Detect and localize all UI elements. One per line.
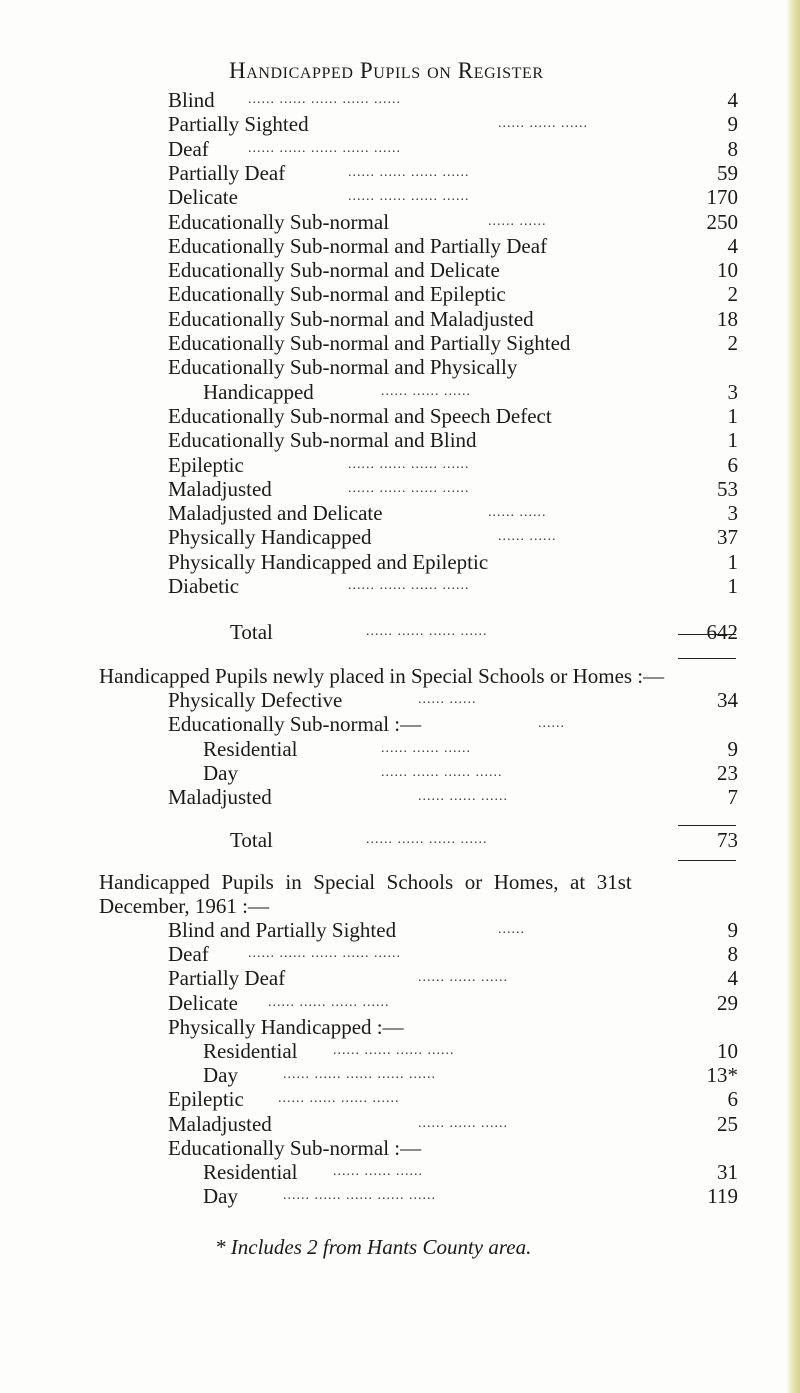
register-total-value: 642	[706, 620, 738, 644]
register-row-dots: ...... ...... ...... ......	[348, 164, 470, 180]
schools-row-label: Day	[203, 1184, 238, 1209]
register-row	[168, 88, 740, 112]
register-row-dots: ...... ......	[488, 505, 547, 521]
register-row-value: 170	[706, 185, 738, 210]
register-row	[168, 453, 740, 477]
register-row	[168, 331, 740, 355]
schools-row	[168, 1136, 740, 1160]
register-row-value: 53	[717, 476, 738, 501]
newly-total-rule-bottom	[678, 860, 736, 861]
register-row	[168, 525, 740, 549]
newly-row	[203, 761, 740, 785]
schools-row	[168, 1015, 740, 1039]
newly-total-rule-top	[678, 825, 736, 826]
schools-row-value: 9	[727, 918, 738, 942]
schools-row-label: Day	[203, 1063, 238, 1088]
newly-row-dots: ...... ...... ......	[418, 789, 508, 805]
register-row-dots: ...... ......	[488, 213, 547, 229]
register-row-value: 1	[727, 574, 738, 598]
register-row-dots: ...... ...... ...... ......	[348, 480, 470, 496]
newly-total-value: 73	[717, 828, 738, 852]
register-row	[168, 404, 740, 428]
register-row-label: Educationally Sub-normal and Epileptic	[168, 282, 506, 307]
register-row-label: Partially Deaf	[168, 160, 286, 185]
register-row-label: Educationally Sub-normal and Partially Sighted	[168, 331, 571, 355]
schools-row	[168, 991, 740, 1015]
register-row-dots: ...... ...... ......	[498, 116, 588, 132]
newly-row-label: Maladjusted	[168, 785, 272, 810]
schools-row-label: Residential	[203, 1160, 298, 1184]
register-row-label: Physically Handicapped	[168, 525, 372, 550]
page-title: Handicapped Pupils on Register	[229, 58, 544, 83]
register-row-value: 4	[727, 233, 738, 258]
register-row-value: 2	[727, 331, 738, 355]
register-row-value: 3	[727, 501, 738, 526]
schools-row-label: Blind and Partially Sighted	[168, 918, 397, 942]
register-row	[168, 501, 740, 525]
register-row	[168, 137, 740, 161]
schools-row-value: 31	[717, 1160, 738, 1184]
register-row-dots: ...... ...... ......	[381, 383, 471, 399]
schools-row-value: 119	[707, 1184, 738, 1209]
register-row	[168, 185, 740, 209]
schools-row-label: Residential	[203, 1039, 298, 1063]
total-rule-bottom	[678, 658, 736, 659]
schools-row-label: Educationally Sub-normal :—	[168, 1135, 422, 1160]
register-row-dots: ...... ...... ...... ......	[348, 578, 470, 593]
schools-row-dots: ...... ...... ...... ......	[268, 994, 390, 1010]
register-total-row	[168, 620, 738, 644]
register-row-label: Educationally Sub-normal	[168, 209, 390, 234]
newly-row	[203, 737, 740, 761]
newly-row-dots: ......	[538, 716, 565, 732]
register-row	[168, 282, 740, 306]
register-row-label: Deaf	[168, 136, 209, 161]
register-row	[168, 477, 740, 501]
schools-row	[203, 1063, 740, 1087]
newly-total-row	[168, 828, 738, 852]
register-row-label: Educationally Sub-normal and Partially Deaf	[168, 233, 548, 258]
schools-row	[203, 1184, 740, 1208]
schools-row-label: Maladjusted	[168, 1111, 272, 1136]
newly-row	[168, 785, 740, 809]
register-row-value: 59	[717, 160, 738, 185]
register-row-value: 10	[717, 258, 738, 283]
register-row-label: Educationally Sub-normal and Physically	[168, 355, 518, 380]
register-row-label: Partially Sighted	[168, 112, 309, 137]
newly-row-dots: ...... ...... ...... ......	[381, 764, 503, 780]
register-row-dots: ...... ...... ...... ...... ......	[248, 140, 401, 156]
register-row-value: 1	[727, 549, 738, 574]
schools-row-dots: ...... ...... ...... ......	[333, 1043, 455, 1058]
page-edge-shadow	[786, 0, 800, 1393]
register-row-label: Maladjusted	[168, 476, 272, 501]
in-schools-heading-line2: December, 1961 :—	[99, 894, 270, 918]
newly-row-label: Physically Defective	[168, 688, 343, 712]
register-row-value: 8	[727, 136, 738, 161]
register-row-label: Maladjusted and Delicate	[168, 501, 383, 526]
newly-placed-heading: Handicapped Pupils newly placed in Special Schools or Homes :—	[99, 664, 665, 688]
register-row	[203, 380, 740, 404]
register-row-label: Diabetic	[168, 574, 240, 598]
register-row-label: Educationally Sub-normal and Delicate	[168, 258, 500, 283]
schools-row-value: 10	[717, 1039, 738, 1063]
register-row-value: 2	[727, 282, 738, 307]
register-row	[168, 234, 740, 258]
newly-row-dots: ...... ......	[418, 692, 477, 707]
register-row-label: Physically Handicapped and Epileptic	[168, 549, 489, 574]
register-row-value: 37	[717, 525, 738, 550]
schools-row-dots: ...... ...... ......	[418, 1115, 508, 1131]
schools-row	[168, 918, 740, 942]
newly-row	[168, 712, 740, 736]
newly-row-value: 7	[727, 785, 738, 810]
register-row	[168, 258, 740, 282]
register-total-label: Total	[230, 620, 273, 644]
schools-row-label: Deaf	[168, 942, 209, 967]
newly-row-value: 23	[717, 760, 738, 785]
schools-row	[168, 1087, 740, 1111]
schools-row-value: 8	[727, 942, 738, 967]
newly-row-label: Residential	[203, 736, 298, 761]
register-row	[168, 355, 740, 379]
register-row	[168, 210, 740, 234]
register-total-dots: ...... ...... ...... ......	[366, 624, 488, 639]
schools-row-dots: ...... ...... ......	[418, 970, 508, 986]
register-row	[168, 428, 740, 452]
register-row-label: Delicate	[168, 185, 238, 210]
newly-row	[168, 688, 740, 712]
schools-row-value: 29	[717, 990, 738, 1015]
register-row-value: 3	[727, 379, 738, 404]
schools-row-value: 13*	[706, 1063, 738, 1088]
register-row-label: Educationally Sub-normal and Blind	[168, 428, 477, 453]
register-row-dots: ...... ...... ...... ......	[348, 456, 470, 472]
register-row-value: 6	[727, 452, 738, 477]
register-row-label: Epileptic	[168, 452, 244, 477]
newly-total-label: Total	[230, 828, 273, 852]
register-row-dots: ...... ......	[498, 529, 557, 545]
schools-row-label: Epileptic	[168, 1087, 244, 1112]
register-row	[168, 307, 740, 331]
register-row-dots: ...... ...... ...... ...... ......	[248, 92, 401, 107]
schools-row-dots: ...... ...... ...... ...... ......	[248, 946, 401, 962]
newly-row-dots: ...... ...... ......	[381, 740, 471, 756]
register-row-value: 1	[727, 428, 738, 453]
schools-row	[203, 1039, 740, 1063]
schools-row-label: Partially Deaf	[168, 966, 286, 991]
register-row	[168, 574, 740, 598]
schools-row-dots: ...... ...... ...... ...... ......	[283, 1067, 436, 1083]
schools-row-dots: ...... ...... ...... ......	[278, 1091, 400, 1107]
newly-row-value: 9	[727, 736, 738, 761]
newly-row-value: 34	[717, 688, 738, 712]
register-row	[168, 112, 740, 136]
newly-total-dots: ...... ...... ...... ......	[366, 832, 488, 847]
register-row-dots: ...... ...... ...... ......	[348, 189, 470, 205]
register-row-value: 1	[727, 403, 738, 428]
schools-row-value: 4	[727, 966, 738, 991]
newly-row-label: Educationally Sub-normal :—	[168, 712, 422, 737]
schools-row	[168, 942, 740, 966]
schools-row	[168, 966, 740, 990]
register-row-label: Educationally Sub-normal and Speech Defect	[168, 403, 552, 428]
register-row-value: 9	[727, 112, 738, 137]
footnote: * Includes 2 from Hants County area.	[215, 1235, 532, 1259]
in-schools-heading-line1: Handicapped Pupils in Special Schools or Homes, at 31st	[99, 870, 632, 894]
register-row-value: 250	[706, 209, 738, 234]
schools-row-label: Physically Handicapped :—	[168, 1014, 404, 1039]
schools-row-value: 25	[717, 1111, 738, 1136]
register-row-label: Blind	[168, 88, 215, 112]
schools-row-dots: ...... ...... ...... ...... ......	[283, 1188, 436, 1204]
register-row-value: 4	[727, 88, 738, 112]
register-row-label: Handicapped	[203, 379, 314, 404]
register-row	[168, 550, 740, 574]
schools-row	[203, 1160, 740, 1184]
schools-row-label: Delicate	[168, 990, 238, 1015]
newly-row-label: Day	[203, 760, 238, 785]
schools-row-value: 6	[727, 1087, 738, 1112]
register-row	[168, 161, 740, 185]
register-row-value: 18	[717, 306, 738, 331]
schools-row	[168, 1112, 740, 1136]
register-row-label: Educationally Sub-normal and Maladjusted	[168, 306, 534, 331]
schools-row-dots: ...... ...... ......	[333, 1164, 423, 1179]
schools-row-dots: ......	[498, 922, 525, 937]
